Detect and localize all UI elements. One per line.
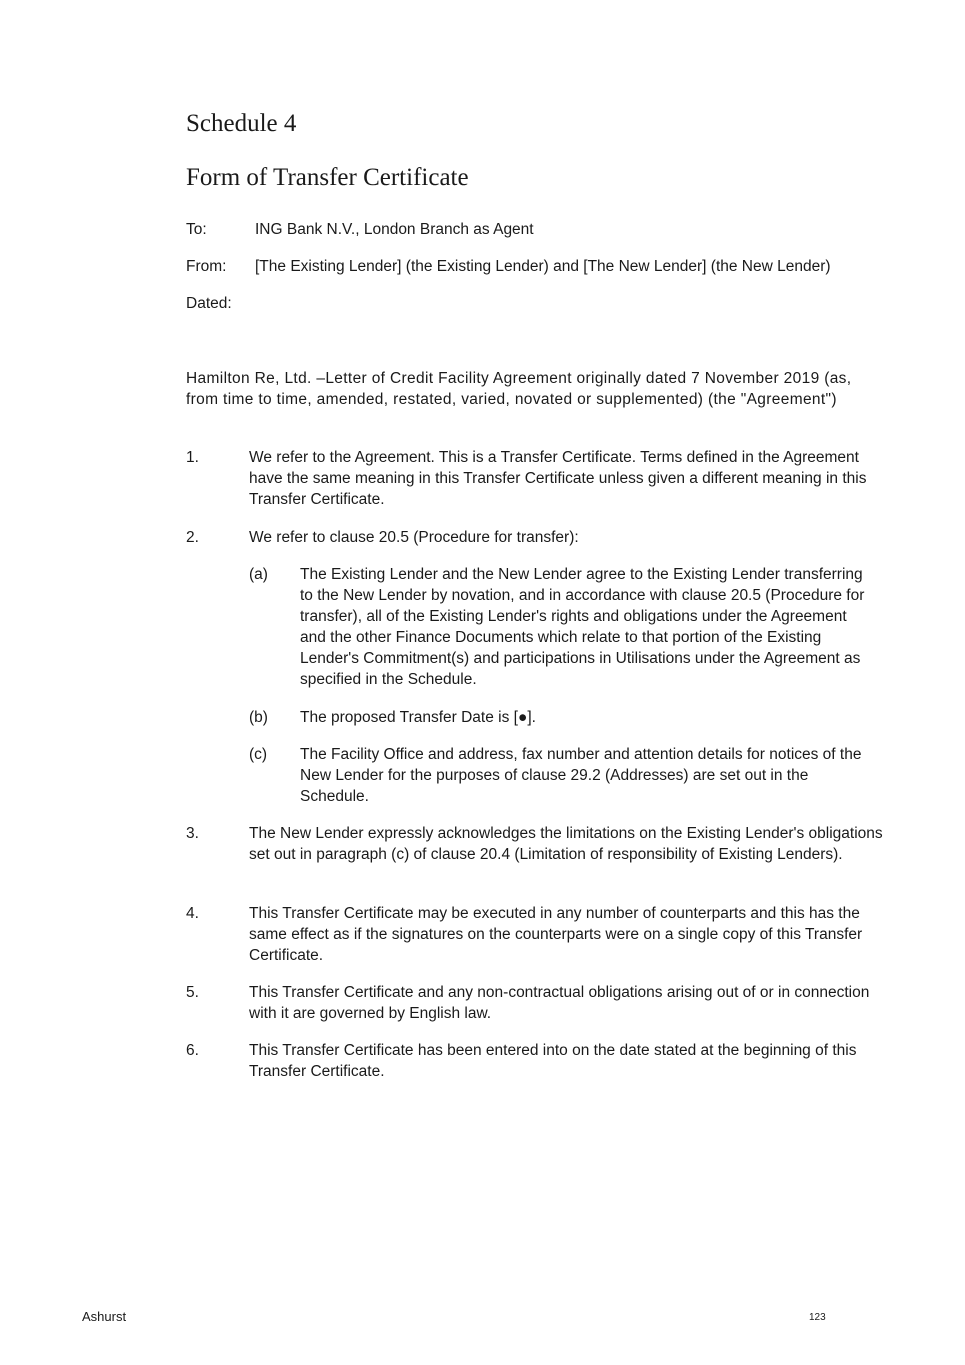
clause-number: 2. — [186, 529, 199, 546]
from-label: From: — [186, 258, 227, 275]
clause-number: 6. — [186, 1042, 199, 1059]
clause-text: This Transfer Certificate and any non-contractual obligations arising out of or in connection with it are governed by English law. — [249, 984, 870, 1022]
clause-5 — [186, 982, 886, 1024]
footer-page-number: 123 — [809, 1312, 826, 1323]
subclause-text: The Existing Lender and the New Lender agree to the Existing Lender transferring to the New Lender by novation, and in accordance with clause 20.5 (Procedure for transfer), all of the Existing Lender's rights and obligations under the Agreement and the other Finance Documents which relate to that portion of the Existing Lender's Commitment(s) and participations in Utilisations under the Agreement as specified in the Schedule. — [300, 566, 865, 688]
schedule-title: Schedule 4 — [186, 110, 297, 137]
clause-number: 4. — [186, 905, 199, 922]
subclause-a — [249, 564, 874, 690]
footer-firm-name: Ashurst — [82, 1309, 127, 1324]
dated-line — [186, 293, 906, 314]
agreement-subject: Hamilton Re, Ltd. –Letter of Credit Facility Agreement originally dated 7 November 2019 (as, from time to time, amended, restated, varied, novated or supplemented) (the "Agreement") — [186, 370, 852, 408]
clause-4 — [186, 903, 886, 966]
subclause-letter: (a) — [249, 566, 268, 583]
clause-text: We refer to the Agreement. This is a Transfer Certificate. Terms defined in the Agreement have the same meaning in this Transfer Certificate unless given a different meaning in this Transfer Certificate. — [249, 449, 867, 508]
subclause-letter: (c) — [249, 746, 268, 763]
subclause-b — [249, 707, 874, 728]
clause-3 — [186, 823, 886, 865]
to-line — [186, 219, 906, 240]
clause-text: This Transfer Certificate may be executed in any number of counterparts and this has the same effect as if the signatures on the counterparts were on a single copy of this Transfer Certificate. — [249, 905, 863, 964]
subclause-text: The Facility Office and address, fax number and attention details for notices of the New Lender for the purposes of clause 29.2 (Addresses) are set out in the Schedule. — [300, 746, 862, 805]
clause-text: This Transfer Certificate has been entered into on the date stated at the beginning of this Transfer Certificate. — [249, 1042, 857, 1080]
clause-1 — [186, 447, 886, 510]
to-value: ING Bank N.V., London Branch as Agent — [255, 221, 534, 238]
clause-6 — [186, 1040, 886, 1082]
clause-number: 3. — [186, 825, 199, 842]
clause-text: We refer to clause 20.5 (Procedure for transfer): — [249, 529, 579, 546]
clause-number: 1. — [186, 449, 199, 466]
clause-text: The New Lender expressly acknowledges the limitations on the Existing Lender's obligations set out in paragraph (c) of clause 20.4 (Limitation of responsibility of Existing Lenders). — [249, 825, 883, 863]
clause-2 — [186, 527, 886, 548]
from-value: [The Existing Lender] (the Existing Lender) and [The New Lender] (the New Lender) — [255, 258, 831, 275]
subclause-c — [249, 744, 874, 807]
form-title: Form of Transfer Certificate — [186, 164, 469, 191]
subclause-letter: (b) — [249, 709, 268, 726]
to-label: To: — [186, 221, 207, 238]
dated-label: Dated: — [186, 295, 232, 312]
clause-number: 5. — [186, 984, 199, 1001]
subclause-text: The proposed Transfer Date is [●]. — [300, 709, 536, 726]
from-line — [186, 256, 906, 277]
